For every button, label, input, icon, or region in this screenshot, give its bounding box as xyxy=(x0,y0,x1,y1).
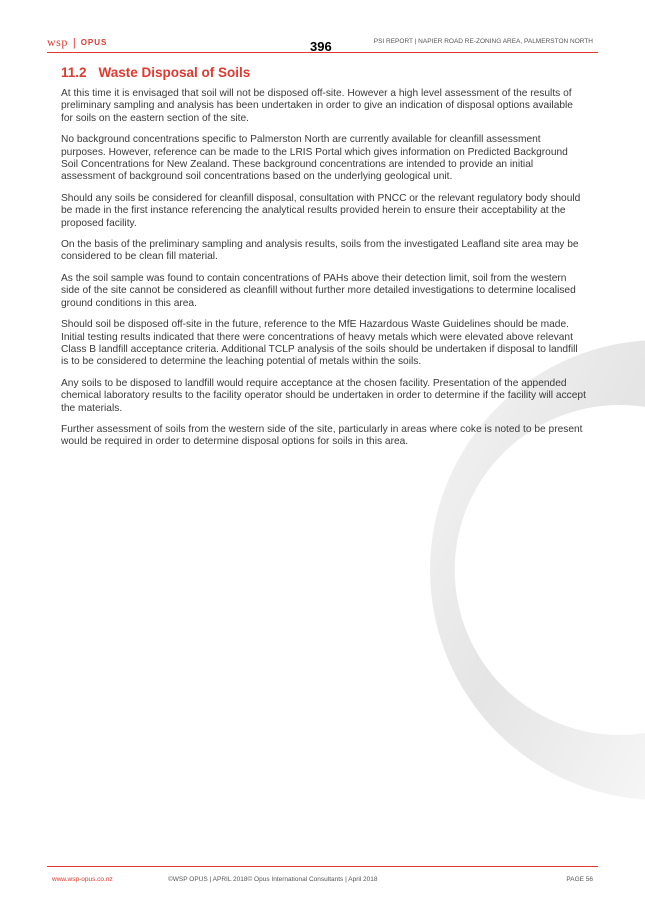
footer-divider xyxy=(47,866,598,867)
section-number: 11.2 xyxy=(61,65,87,80)
paragraph-4: On the basis of the preliminary sampling and analysis results, soils from the investigated Leafland site area may be considered to be clean fill material. xyxy=(61,239,579,263)
paragraph-1: At this time it is envisaged that soil will not be disposed off-site. However a high level assessment of the results of preliminary sampling and analysis has been undertaken in order to give an indication of disposal options available for soils on the eastern section of the site. xyxy=(61,88,573,124)
paragraph-2: No background concentrations specific to Palmerston North are currently available for cleanfill assessment purposes. However, reference can be made to the LRIS Portal which gives information on Predicted Background Soil Concentrations for New Zealand. These background concentrations are intended to provide an initial assessment of background soil concentrations based on the underlying geological unit. xyxy=(61,134,568,183)
paragraph-7: Any soils to be disposed to landfill would require acceptance at the chosen facility. Presentation of the appended chemical laboratory results to the facility operator should be undertaken in order to determine if the facility will accept the materials. xyxy=(61,377,586,414)
header-divider xyxy=(47,52,598,53)
logo-separator: | xyxy=(72,36,76,49)
logo-wsp-text: wsp xyxy=(47,35,68,49)
paragraph-3: Should any soils be considered for cleanfill disposal, consultation with PNCC or the relevant regulatory body should be made in the first instance referencing the analytical results provided herein to ensure their acceptability at the proposed facility. xyxy=(61,192,581,229)
paragraph-5: As the soil sample was found to contain concentrations of PAHs above their detection limit, soil from the western side of the site cannot be considered as cleanfill without further more detailed investigations to determine localised ground conditions in this area. xyxy=(61,272,576,309)
paragraph-6: Should soil be disposed off-site in the future, reference to the MfE Hazardous Waste Guidelines should be made. Initial testing results indicated that there were concentrations of heavy metals which were elevated above relevant Class B landfill acceptance criteria. Additional TCLP analysis of the soils should be undertaken if disposal to landfill is to be considered to determine the leaching potential of metals within the soils. xyxy=(61,319,578,368)
footer-page-number: PAGE 56 xyxy=(566,876,593,883)
section-heading xyxy=(61,65,586,80)
page-number-top: 396 xyxy=(310,39,332,54)
logo-opus-text: OPUS xyxy=(80,38,108,47)
footer-website-link[interactable]: www.wsp-opus.co.nz xyxy=(52,876,113,883)
section-title: Waste Disposal of Soils xyxy=(98,65,251,80)
document-body xyxy=(61,65,586,458)
report-title: PSI REPORT | NAPIER ROAD RE-ZONING AREA, PALMERSTON NORTH xyxy=(373,38,593,45)
paragraph-8: Further assessment of soils from the western side of the site, particularly in areas where coke is noted to be present would be required in order to determine disposal options for soils in this area. xyxy=(61,423,583,448)
company-logo xyxy=(47,35,107,50)
footer-copyright: ©WSP OPUS | APRIL 2018© Opus International Consultants | April 2018 xyxy=(168,876,378,883)
